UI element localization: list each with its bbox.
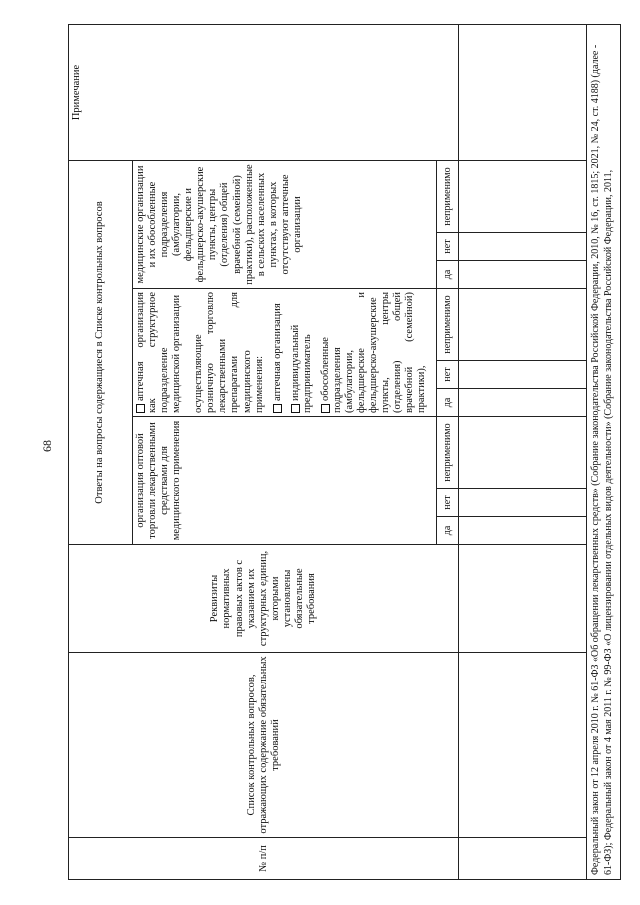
checklist-table <box>68 24 621 880</box>
label-yes: да <box>437 517 459 545</box>
answer-cell[interactable] <box>459 517 587 545</box>
option-pharmacy-subdivision: аптечная организация как структурное подразделение медицинской организации <box>135 292 183 413</box>
label-yes: да <box>437 261 459 289</box>
header-question-list: Список контрольных вопросов, отражающих содержание обязательных требований <box>69 653 459 838</box>
header-answers: Ответы на вопросы содержащиеся в Списке контрольных вопросов <box>69 161 133 545</box>
answer-cell[interactable] <box>459 489 587 517</box>
answer-cell[interactable] <box>459 233 587 261</box>
group-wholesale: организация оптовой торговли лекарственными средствами для медицинского применения <box>133 417 437 545</box>
group-retail <box>133 289 437 417</box>
answer-cell[interactable] <box>459 389 587 417</box>
option-entrepreneur: индивидуальный предприниматель <box>289 324 313 413</box>
label-no: нет <box>437 489 459 517</box>
empty-cell <box>459 653 587 838</box>
checkbox-icon[interactable] <box>291 404 300 413</box>
group-medical-orgs: медицинские организации и их обособленные подразделения (амбулатории, фельдшерские и фельдшерско-акушерские пункты, центры (отделения) общей врачебной (семейной) практики), расположенные в сельских населенных пунктах, в которых отсутствуют аптечные организации <box>133 161 437 289</box>
option-separate-subdivisions: обособленные подразделения (амбулатории, фельдшерские и фельдшерско-акушерские пункты, центры (отделения) общей врачебной (семейной) практики), <box>319 292 428 413</box>
empty-cell <box>459 545 587 653</box>
answer-cell[interactable] <box>459 261 587 289</box>
note-cell <box>459 25 587 161</box>
empty-cell <box>459 838 587 880</box>
option-retail-intro: осуществляющие розничную торговлю лекарственными препаратами для медицинского применения: <box>193 292 265 413</box>
footnote: Федеральный закон от 12 апреля 2010 г. № 61-ФЗ «Об обращении лекарственных средств» (Собрание законодательства Российской Федерации, 2010, № 16, ст. 1815; 2021, № 24, ст. 4188) (далее - 61-ФЗ); Федеральный закон от 4 мая 2011 г. № 99-ФЗ «О лицензировании отдельных видов деятельности» (Собрание законодательства Российской Федерации, 2011, <box>587 25 621 880</box>
header-num: № п/п <box>69 838 459 880</box>
page-number: 68 <box>40 440 54 452</box>
label-no: нет <box>437 233 459 261</box>
header-requisites: Реквизиты нормативных правовых актов с указанием их структурных единиц, которыми установлены обязательные требования <box>69 545 459 653</box>
label-na: неприменимо <box>437 161 459 233</box>
label-no: нет <box>437 361 459 389</box>
checkbox-icon[interactable] <box>321 404 330 413</box>
label-na: неприменимо <box>437 417 459 489</box>
answer-cell[interactable] <box>459 161 587 233</box>
checkbox-icon[interactable] <box>273 404 282 413</box>
answer-cell[interactable] <box>459 289 587 361</box>
label-yes: да <box>437 389 459 417</box>
checkbox-icon[interactable] <box>136 404 145 413</box>
answer-cell[interactable] <box>459 361 587 389</box>
answer-cell[interactable] <box>459 417 587 489</box>
checklist-table-rotated <box>68 25 614 880</box>
label-na: неприменимо <box>437 289 459 361</box>
header-note: Примечание <box>69 25 459 161</box>
option-pharmacy: аптечная организация <box>271 303 283 401</box>
